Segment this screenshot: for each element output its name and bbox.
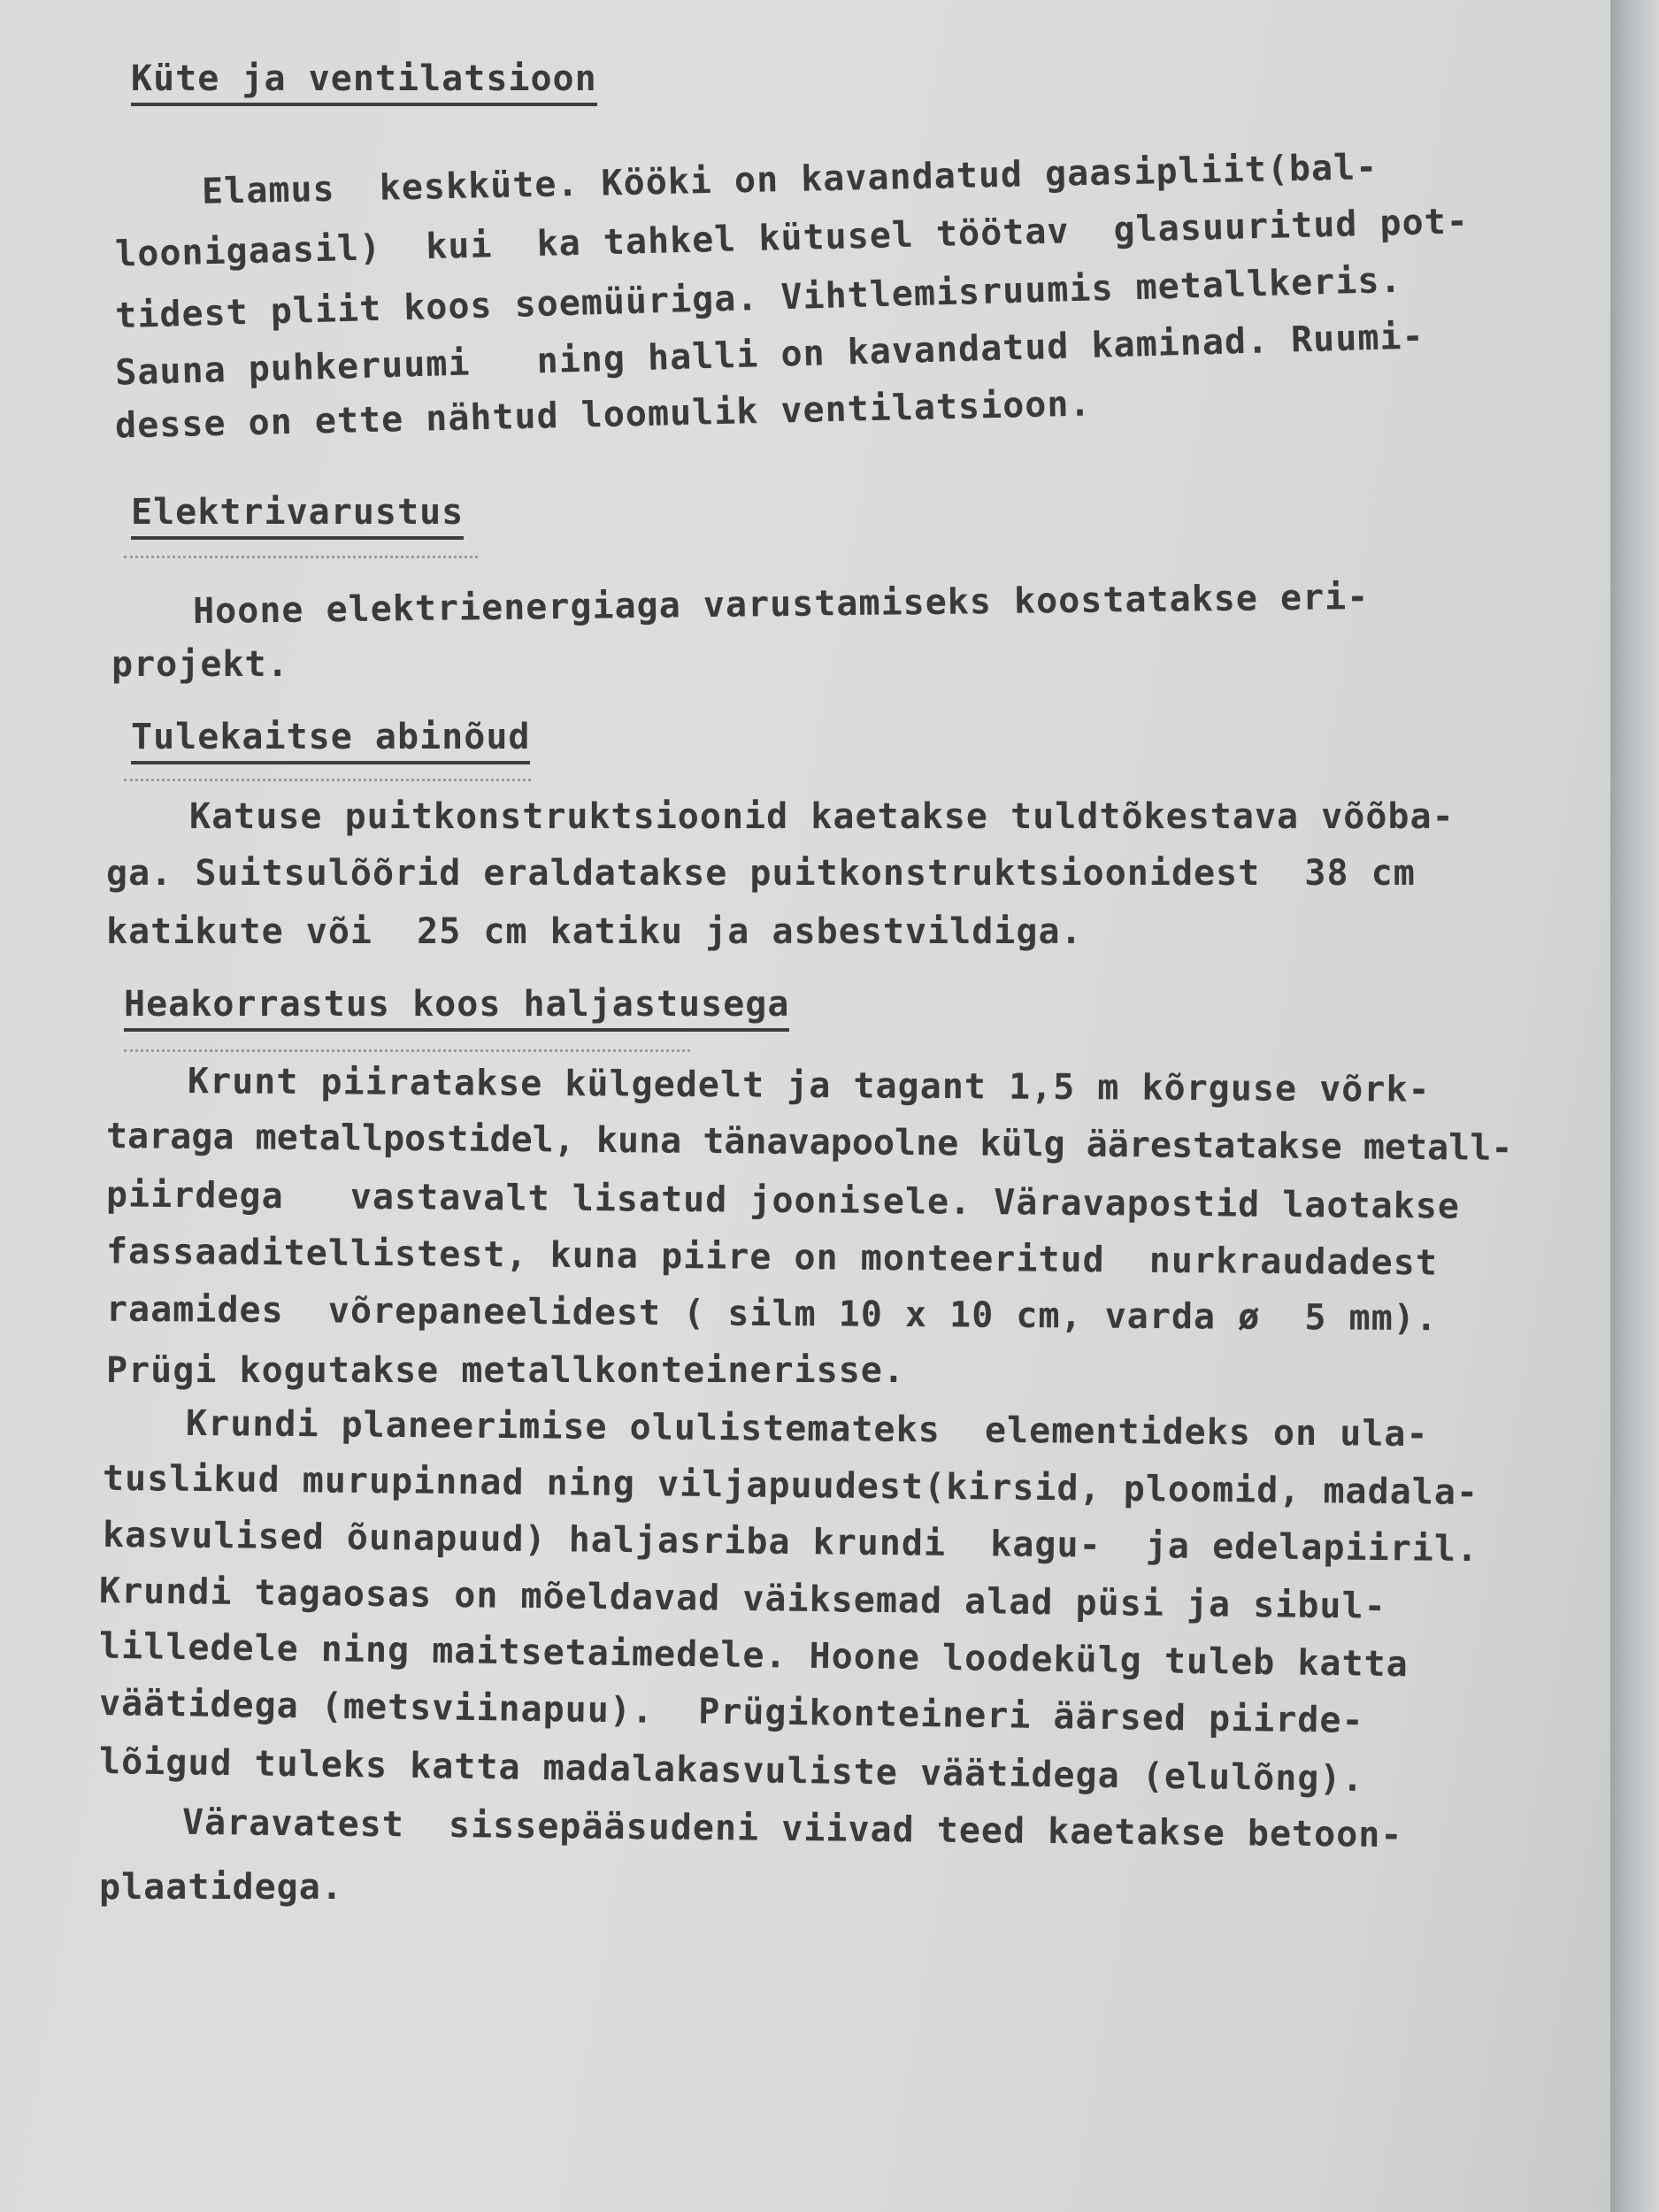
text-line: väätidega (metsviinapuu). Prügikonteineri äärsed piirde- — [98, 1683, 1364, 1741]
dotted-rule — [124, 556, 478, 558]
text-line: taraga metallpostidel, kuna tänavapoolne külg äärestatakse metall- — [105, 1116, 1513, 1169]
text-line: Krunt piiratakse külgedelt ja tagant 1,5 m kõrguse võrk- — [187, 1061, 1431, 1110]
heading-fire-safety: Tulekaitse abinõud — [131, 717, 530, 764]
text-line: Väravatest sissepääsudeni viivad teed kaetakse betoon- — [181, 1801, 1403, 1856]
text-line: plaatidega. — [99, 1867, 343, 1908]
text-line: katikute või 25 cm katiku ja asbestvildiga. — [106, 911, 1083, 952]
text-line: Hoone elektrienergiaga varustamiseks koostatakse eri- — [192, 576, 1370, 633]
text-line: raamides võrepaneelidest ( silm 10 x 10 cm, varda ø 5 mm). — [105, 1288, 1439, 1340]
text-line: Prügi kogutakse metallkonteinerisse. — [106, 1350, 905, 1391]
text-line: piirdega vastavalt lisatud joonisele. Väravapostid laotakse — [105, 1174, 1461, 1227]
text-line: fassaaditellistest, kuna piire on monteeritud nurkraudadest — [105, 1231, 1439, 1284]
text-line: Sauna puhkeruumi ning halli on kavandatud kaminad. Ruumi- — [114, 316, 1425, 394]
text-line: lilledele ning maitsetaimedele. Hoone loodekülg tuleb katta — [98, 1625, 1409, 1686]
text-line: tidest pliit koos soemüüriga. Vihtlemisruumis metallkeris. — [114, 259, 1403, 337]
text-line: Krundi tagaosas on mõeldavad väiksemad alad püsi ja sibul- — [98, 1571, 1386, 1627]
text-line: loonigaasil) kui ka tahkel kütusel töötav glasuuritud pot- — [114, 201, 1470, 275]
page-edge-background — [1610, 0, 1659, 2212]
text-line: Elamus keskküte. Kööki on kavandatud gaasipliit(bal- — [201, 147, 1379, 212]
text-line: lõigud tuleks katta madalakasvuliste väätidega (elulõng). — [98, 1741, 1364, 1800]
heading-landscaping: Heakorrastus koos haljastusega — [124, 984, 789, 1032]
text-line: ga. Suitsulõõrid eraldatakse puitkonstruktsioonidest 38 cm — [106, 853, 1416, 894]
dotted-rule — [124, 1049, 690, 1052]
text-line: kasvulised õunapuud) haljasriba krundi kagu- ja edelapiiril. — [102, 1514, 1479, 1571]
text-line: Katuse puitkonstruktsioonid kaetakse tuldtõkestava võõba- — [189, 796, 1455, 837]
dotted-rule — [124, 779, 531, 781]
text-line: desse on ette nähtud loomulik ventilatsioon. — [114, 383, 1092, 447]
text-line: tuslikud murupinnad ning viljapuudest(kirsid, ploomid, madala- — [102, 1457, 1479, 1514]
heading-heating-ventilation: Küte ja ventilatsioon — [131, 58, 597, 106]
heading-electrical: Elektrivarustus — [131, 492, 464, 540]
text-line: Krundi planeerimise olulistemateks elementideks on ula- — [185, 1402, 1429, 1455]
text-line: projekt. — [111, 644, 289, 685]
